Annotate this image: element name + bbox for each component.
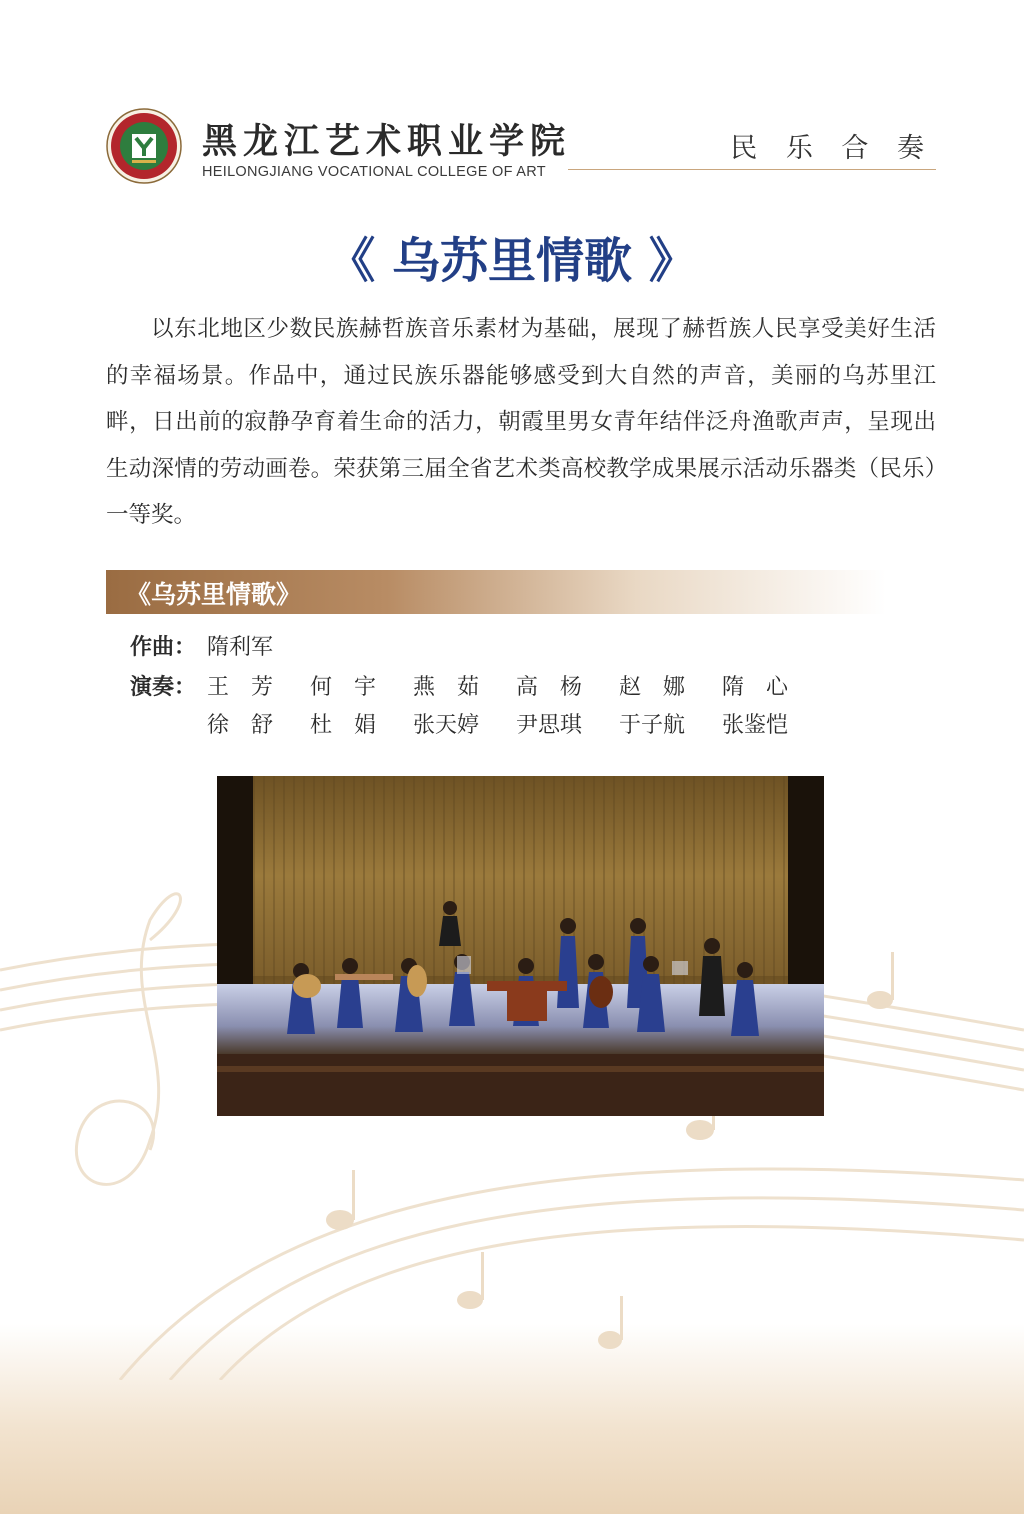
- performer-name: 徐 舒: [207, 713, 274, 738]
- performer-name: 何 宇: [310, 675, 377, 700]
- performer-name: 赵 娜: [619, 675, 686, 700]
- orchestra-performance-photo: [217, 776, 824, 1116]
- performer-name: 张鉴恺: [722, 713, 789, 738]
- performers-label: 演奏：: [130, 675, 197, 700]
- section-name: 民 乐 合 奏: [730, 133, 934, 164]
- performer-name: 燕 茹: [413, 675, 480, 700]
- performer-name: 尹思琪: [516, 713, 583, 738]
- piece-title-band: [106, 570, 886, 614]
- composer-label: 作曲：: [130, 635, 197, 660]
- band-title: 《乌苏里情歌》: [126, 580, 302, 609]
- school-name-cn: 黑龙江艺术职业学院: [202, 121, 572, 162]
- school-name-en: HEILONGJIANG VOCATIONAL COLLEGE OF ART: [202, 164, 546, 180]
- performer-name: 于子航: [619, 713, 686, 738]
- performer-name: 张天婷: [413, 713, 480, 738]
- header-divider: [568, 169, 936, 170]
- page-header: [106, 108, 936, 188]
- intro-paragraph: 以东北地区少数民族赫哲族音乐素材为基础，展现了赫哲族人民享受美好生活的幸福场景。作品中，通过民族乐器能够感受到大自然的声音，美丽的乌苏里江畔，日出前的寂静孕育着生命的活力，朝霞里男女青年结伴泛舟渔歌声声，呈现出生动深情的劳动画卷。荣获第三届全省艺术类高校教学成果展示活动乐器类（民乐）一等奖。: [106, 316, 936, 528]
- performer-name: 高 杨: [516, 675, 583, 700]
- performer-name: 杜 娟: [310, 713, 377, 738]
- performer-name: 王 芳: [207, 675, 274, 700]
- performer-name: 隋 心: [722, 675, 789, 700]
- composer-name: 隋利军: [207, 635, 274, 660]
- page-title: 《 乌苏里情歌 》: [327, 233, 697, 289]
- college-seal-logo: [106, 108, 182, 184]
- performer-list: [207, 670, 827, 750]
